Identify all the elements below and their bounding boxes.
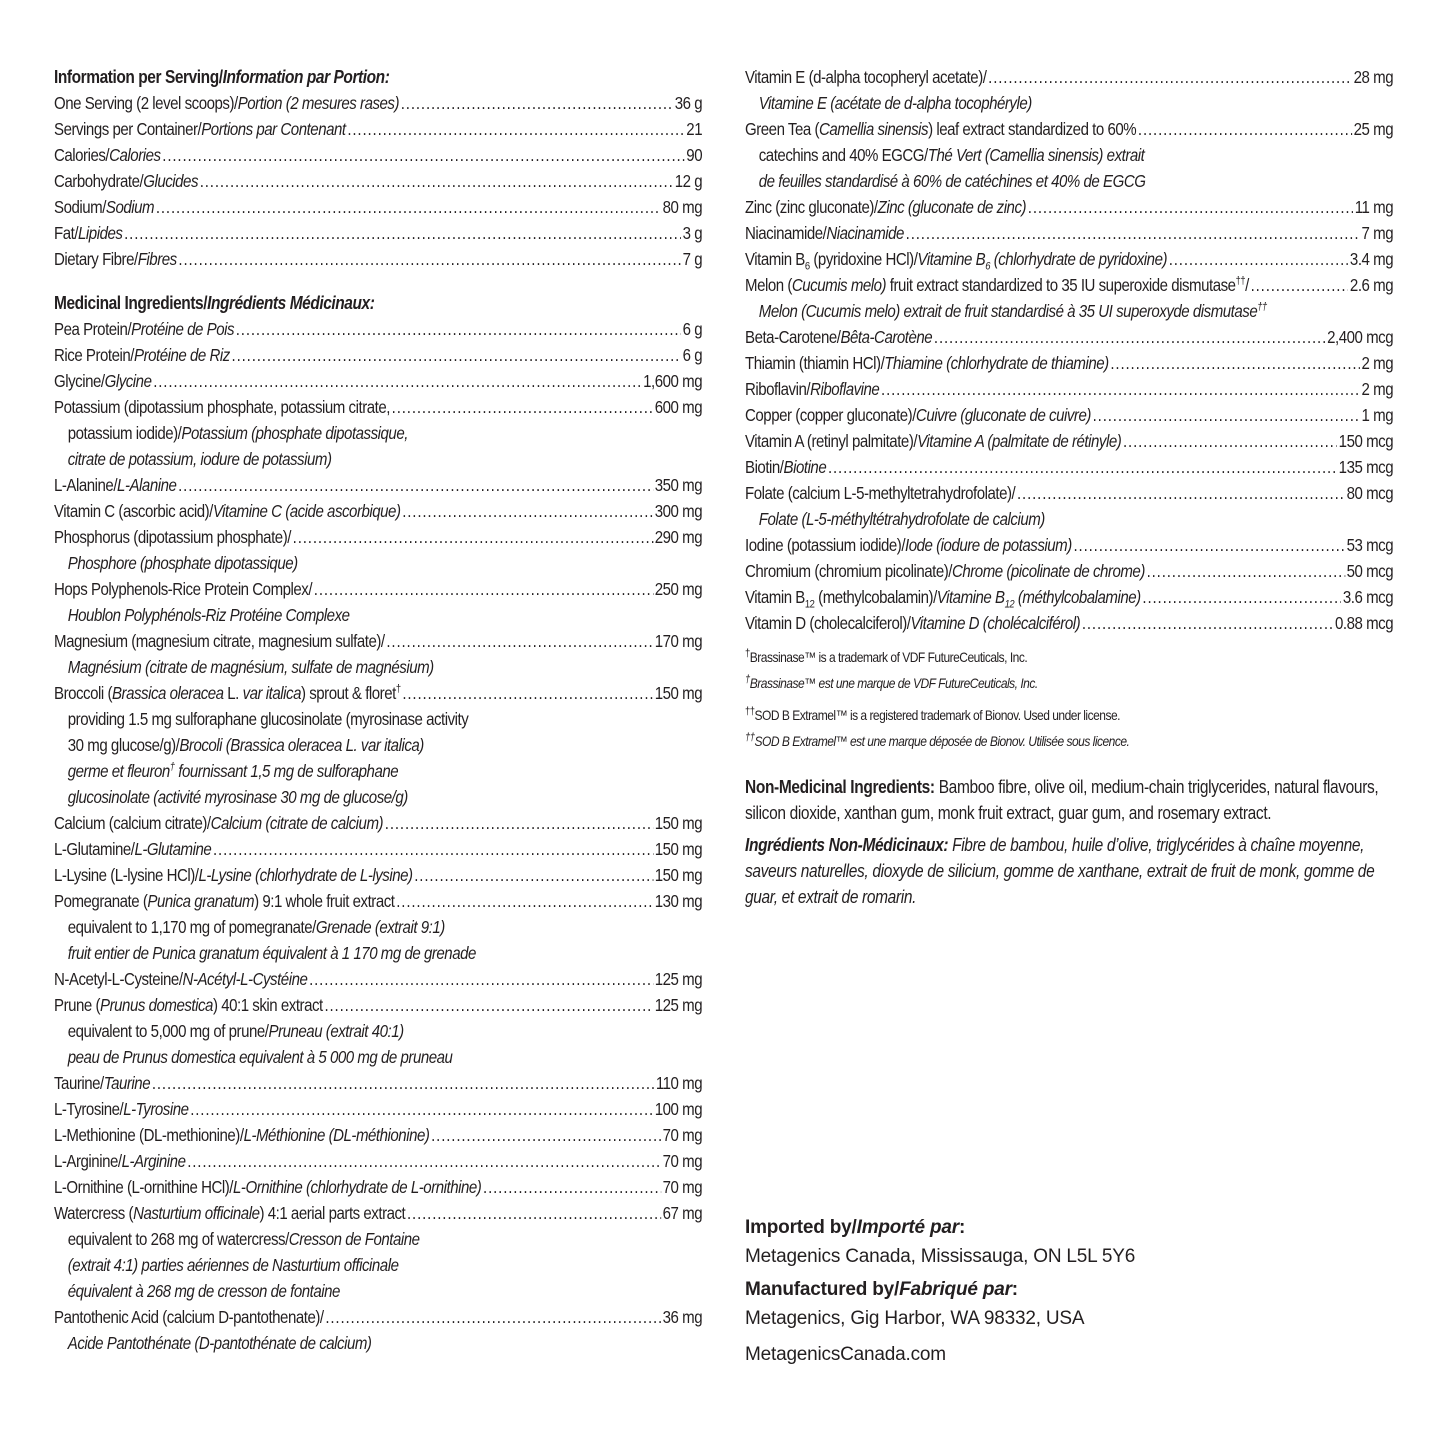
ingredient-row	[54, 90, 702, 116]
ingredient-continuation: glucosinolate (activité myrosinase 30 mg de glucose/g)	[67, 787, 408, 807]
ingredient-row	[54, 524, 702, 550]
ingredient-amount: 1,600 mg	[643, 371, 703, 391]
ingredient-amount: 250 mg	[654, 579, 703, 599]
ingredient-name: Calories/Calories	[54, 145, 161, 165]
dot-leader	[232, 342, 681, 368]
ingredient-amount: 150 mg	[654, 865, 703, 885]
medicinal-ingredients-list-left	[54, 316, 702, 1356]
ingredient-continuation: equivalent to 1,170 mg of pomegranate/Grenade (extrait 9:1)	[67, 917, 445, 937]
ingredient-name: Watercress (Nasturtium officinale) 4:1 aerial parts extract	[54, 1203, 406, 1223]
ingredient-row	[54, 888, 702, 914]
non-medicinal-en-text: Bamboo fibre, olive oil, medium-chain triglycerides, natural flavours, silicon dioxide, xanthan gum, monk fruit extract, guar gum, and rosemary extract.	[745, 777, 1379, 823]
dot-leader	[1147, 558, 1345, 584]
ingredient-continuation: Folate (L-5-méthyltétrahydrofolate de calcium)	[758, 509, 1045, 529]
ingredient-row	[745, 376, 1393, 402]
ingredient-amount: 125 mg	[654, 995, 703, 1015]
dot-leader	[828, 454, 1337, 480]
ingredient-row	[54, 194, 702, 220]
ingredient-amount: 80 mcg	[1346, 483, 1394, 503]
ingredient-amount: 36 mg	[662, 1307, 703, 1327]
dot-leader	[385, 810, 653, 836]
ingredient-amount: 1 mg	[1361, 405, 1394, 425]
ingredient-name: L-Tyrosine/L-Tyrosine	[54, 1099, 189, 1119]
ingredient-name: Pomegranate (Punica granatum) 9:1 whole fruit extract	[54, 891, 395, 911]
ingredient-amount: 300 mg	[654, 501, 703, 521]
ingredient-row	[54, 1096, 702, 1122]
ingredient-name: Calcium (calcium citrate)/Calcium (citrate de calcium)	[54, 813, 384, 833]
dot-leader	[401, 90, 673, 116]
ingredient-row	[54, 862, 702, 888]
ingredient-continuation: equivalent to 268 mg of watercress/Cresson de Fontaine	[67, 1229, 420, 1249]
ingredient-name: L-Ornithine (L-ornithine HCl)/L-Ornithine (chlorhydrate de L-ornithine)	[54, 1177, 482, 1197]
ingredient-amount: 2.6 mg	[1349, 275, 1394, 295]
ingredient-continuation: de feuilles standardisé à 60% de catéchines et 40% de EGCG	[758, 171, 1146, 191]
ingredient-name: Pea Protein/Protéine de Pois	[54, 319, 235, 339]
ingredient-row	[745, 246, 1393, 272]
dot-leader	[187, 1148, 661, 1174]
dot-leader	[392, 394, 653, 420]
dot-leader	[124, 220, 681, 246]
dot-leader	[402, 498, 653, 524]
ingredient-name: L-Methionine (DL-methionine)/L-Méthionine (DL-méthionine)	[54, 1125, 430, 1145]
ingredient-row	[745, 480, 1393, 506]
ingredient-amount: 70 mg	[662, 1177, 703, 1197]
ingredient-amount: 125 mg	[654, 969, 703, 989]
ingredient-name: Rice Protein/Protéine de Riz	[54, 345, 230, 365]
ingredient-amount: 3 g	[682, 223, 703, 243]
ingredient-row	[745, 194, 1393, 220]
ingredient-name: Copper (copper gluconate)/Cuivre (gluconate de cuivre)	[745, 405, 1091, 425]
manufactured-by-heading: Manufactured by/Fabriqué par:	[745, 1279, 1018, 1300]
ingredient-continuation: Phosphore (phosphate dipotassique)	[67, 553, 298, 573]
ingredient-name: L-Glutamine/L-Glutamine	[54, 839, 212, 859]
ingredient-amount: 150 mg	[654, 813, 703, 833]
ingredient-row	[54, 472, 702, 498]
ingredient-continuation: germe et fleuron† fournissant 1,5 mg de sulforaphane	[67, 761, 399, 781]
ingredient-row	[54, 1148, 702, 1174]
dot-leader	[402, 680, 653, 706]
ingredient-amount: 6 g	[682, 319, 703, 339]
ingredient-name: Vitamin D (cholecalciferol)/Vitamine D (cholécalciférol)	[745, 613, 1081, 633]
ingredient-continuation: potassium iodide)/Potassium (phosphate dipotassique,	[67, 423, 408, 443]
ingredient-name: Vitamin A (retinyl palmitate)/Vitamine A (palmitate de rétinyle)	[745, 431, 1122, 451]
imported-by-heading: Imported by/Importé par:	[745, 1217, 966, 1238]
dot-leader	[1169, 246, 1348, 272]
ingredient-continuation: Melon (Cucumis melo) extrait de fruit standardisé à 35 UI superoxyde dismutase††	[758, 301, 1267, 321]
ingredient-row	[54, 1200, 702, 1226]
ingredient-name: Beta-Carotene/Bêta-Carotène	[745, 327, 933, 347]
section-spacer	[54, 272, 702, 290]
ingredient-amount: 6 g	[682, 345, 703, 365]
dot-leader	[396, 888, 653, 914]
non-medicinal-ingredients	[745, 774, 1393, 910]
ingredient-amount: 170 mg	[654, 631, 703, 651]
ingredient-name: Vitamin $B_{12}$ (methylcobalamin)/Vitamine $B_{12}$ (méthylcobalamine)	[745, 587, 1141, 611]
ingredient-amount: 130 mg	[654, 891, 703, 911]
manufacturer-address: Metagenics, Gig Harbor, WA 98332, USA	[745, 1308, 1085, 1329]
ingredient-row	[745, 584, 1393, 610]
ingredient-name: Sodium/Sodium	[54, 197, 155, 217]
ingredient-row	[54, 142, 702, 168]
dot-leader	[1251, 272, 1349, 298]
ingredient-row	[745, 558, 1393, 584]
website-link[interactable]: MetagenicsCanada.com	[745, 1344, 946, 1365]
ingredient-amount: 110 mg	[655, 1073, 703, 1093]
footnote: †Brassinase™ est une marque de VDF FutureCeuticals, Inc.	[745, 673, 1038, 691]
ingredient-amount: 25 mg	[1353, 119, 1394, 139]
ingredient-amount: 600 mg	[654, 397, 703, 417]
ingredient-amount: 67 mg	[662, 1203, 703, 1223]
non-medicinal-fr-text: Fibre de bambou, huile d’olive, triglycérides à chaîne moyenne, saveurs naturelles, dioxyde de silicium, gomme de xanthane, extrait de fruit de monk, gomme de guar, et extrait de romarin.	[745, 835, 1375, 907]
ingredient-row	[54, 680, 702, 706]
dot-leader	[934, 324, 1325, 350]
left-column	[54, 64, 702, 1356]
ingredient-name: Phosphorus (dipotassium phosphate)/	[54, 527, 291, 547]
ingredient-row	[745, 428, 1393, 454]
ingredient-name: Vitamin $B_6$ (pyridoxine HCl)/Vitamine $B_6$ (chlorhydrate de pyridoxine)	[745, 249, 1168, 273]
ingredient-amount: 290 mg	[654, 527, 703, 547]
ingredient-continuation: citrate de potassium, iodure de potassium)	[67, 449, 332, 469]
ingredient-continuation: 30 mg glucose/g)/Brocoli (Brassica oleracea L. var italica)	[67, 735, 424, 755]
ingredient-amount: 80 mg	[662, 197, 703, 217]
ingredient-name: Broccoli (Brassica oleracea L. var italica) sprout & floret†	[54, 683, 401, 703]
ingredient-name: Melon (Cucumis melo) fruit extract standardized to 35 IU superoxide dismutase††/	[745, 275, 1249, 295]
dot-leader	[1017, 480, 1345, 506]
ingredient-row	[745, 220, 1393, 246]
ingredient-row	[745, 350, 1393, 376]
dot-leader	[236, 316, 681, 342]
dot-leader	[325, 1304, 661, 1330]
dot-leader	[178, 472, 653, 498]
ingredient-name: L-Arginine/L-Arginine	[54, 1151, 186, 1171]
ingredient-continuation: Acide Pantothénate (D-pantothénate de calcium)	[67, 1333, 372, 1353]
dot-leader	[162, 142, 684, 168]
ingredient-row	[745, 454, 1393, 480]
ingredient-name: Vitamin E (d-alpha tocopheryl acetate)/	[745, 67, 987, 87]
dot-leader	[1123, 428, 1337, 454]
ingredient-amount: 70 mg	[662, 1125, 703, 1145]
dot-leader	[314, 576, 653, 602]
company-info	[745, 1214, 1345, 1370]
ingredient-name: Biotin/Biotine	[745, 457, 827, 477]
ingredient-row	[54, 1122, 702, 1148]
ingredient-amount: 90	[686, 145, 703, 165]
dot-leader	[324, 992, 653, 1018]
medicinal-ingredients-list-right	[745, 64, 1393, 636]
ingredient-row	[54, 220, 702, 246]
dot-leader	[1028, 194, 1353, 220]
ingredient-name: L-Alanine/L-Alanine	[54, 475, 177, 495]
ingredient-amount: 7 g	[682, 249, 703, 269]
trademark-footnotes	[745, 644, 1393, 754]
ingredient-continuation: providing 1.5 mg sulforaphane glucosinolate (myrosinase activity	[67, 709, 469, 729]
right-column	[745, 64, 1393, 916]
ingredient-row	[745, 402, 1393, 428]
ingredient-amount: 11 mg	[1354, 197, 1394, 217]
ingredient-continuation: fruit entier de Punica granatum équivalent à 1 170 mg de grenade	[67, 943, 476, 963]
ingredient-row	[54, 576, 702, 602]
dot-leader	[881, 376, 1360, 402]
ingredient-name: Potassium (dipotassium phosphate, potassium citrate,	[54, 397, 390, 417]
dot-leader	[309, 966, 653, 992]
ingredient-row	[54, 498, 702, 524]
ingredient-name: Green Tea (Camellia sinensis) leaf extract standardized to 60%	[745, 119, 1137, 139]
ingredient-name: Riboflavin/Riboflavine	[745, 379, 880, 399]
ingredient-row	[54, 810, 702, 836]
dot-leader	[293, 524, 653, 550]
ingredient-row	[745, 272, 1393, 298]
dot-leader	[1073, 532, 1344, 558]
ingredient-row	[54, 316, 702, 342]
ingredient-name: N-Acetyl-L-Cysteine/N-Acétyl-L-Cystéine	[54, 969, 308, 989]
ingredient-name: Dietary Fibre/Fibres	[54, 249, 177, 269]
ingredient-name: Fat/Lipides	[54, 223, 123, 243]
ingredient-name: Prune (Prunus domestica) 40:1 skin extract	[54, 995, 323, 1015]
footnote: ††SOD B Extramel™ est une marque déposée de Bionov. Utilisée sous licence.	[745, 731, 1130, 749]
ingredient-continuation: équivalent à 268 mg de cresson de fontaine	[67, 1281, 340, 1301]
ingredient-amount: 350 mg	[654, 475, 703, 495]
non-medicinal-fr	[745, 832, 1393, 910]
ingredient-name: L-Lysine (L-lysine HCl)/L-Lysine (chlorhydrate de L-lysine)	[54, 865, 413, 885]
dot-leader	[153, 368, 641, 394]
ingredient-amount: 100 mg	[654, 1099, 703, 1119]
ingredient-name: Hops Polyphenols-Rice Protein Complex/	[54, 579, 313, 599]
ingredient-amount: 2,400 mcg	[1327, 327, 1394, 347]
ingredient-row	[54, 368, 702, 394]
dot-leader	[407, 1200, 661, 1226]
dot-leader	[431, 1122, 661, 1148]
ingredient-continuation: Vitamine E (acétate de d-alpha tocophéryle)	[758, 93, 1032, 113]
serving-info-heading: Information per Serving/Information par Portion:	[54, 67, 390, 87]
ingredient-name: One Serving (2 level scoops)/Portion (2 mesures rases)	[54, 93, 400, 113]
ingredient-amount: 135 mcg	[1338, 457, 1394, 477]
ingredient-row	[54, 246, 702, 272]
serving-info-list	[54, 90, 702, 272]
ingredient-row	[745, 116, 1393, 142]
ingredient-amount: 21	[686, 119, 703, 139]
ingredient-name: Pantothenic Acid (calcium D-pantothenate)/	[54, 1307, 324, 1327]
ingredient-row	[54, 628, 702, 654]
ingredient-row	[54, 966, 702, 992]
ingredient-name: Folate (calcium L-5-methyltetrahydrofolate)/	[745, 483, 1016, 503]
ingredient-name: Vitamin C (ascorbic acid)/Vitamine C (acide ascorbique)	[54, 501, 401, 521]
dot-leader	[1093, 402, 1360, 428]
ingredient-continuation: Houblon Polyphénols-Riz Protéine Complexe	[67, 605, 350, 625]
ingredient-name: Servings per Container/Portions par Contenant	[54, 119, 346, 139]
ingredient-name: Chromium (chromium picolinate)/Chrome (picolinate de chrome)	[745, 561, 1145, 581]
ingredient-row	[745, 64, 1393, 90]
dot-leader	[347, 116, 684, 142]
ingredient-name: Glycine/Glycine	[54, 371, 152, 391]
ingredient-name: Thiamin (thiamin HCl)/Thiamine (chlorhydrate de thiamine)	[745, 353, 1109, 373]
ingredient-row	[54, 394, 702, 420]
ingredient-name: Magnesium (magnesium citrate, magnesium sulfate)/	[54, 631, 385, 651]
ingredient-amount: 70 mg	[662, 1151, 703, 1171]
ingredient-row	[54, 342, 702, 368]
non-medicinal-fr-label: Ingrédients Non-Médicinaux:	[745, 835, 949, 855]
ingredient-continuation: equivalent to 5,000 mg of prune/Pruneau (extrait 40:1)	[67, 1021, 404, 1041]
ingredient-row	[54, 168, 702, 194]
ingredient-name: Zinc (zinc gluconate)/Zinc (gluconate de zinc)	[745, 197, 1027, 217]
ingredient-row	[54, 1174, 702, 1200]
ingredient-name: Niacinamide/Niacinamide	[745, 223, 904, 243]
ingredient-row	[54, 836, 702, 862]
ingredient-amount: 3.6 mcg	[1342, 587, 1394, 607]
dot-leader	[988, 64, 1352, 90]
dot-leader	[1082, 610, 1333, 636]
ingredient-row	[54, 992, 702, 1018]
dot-leader	[483, 1174, 661, 1200]
ingredient-amount: 150 mg	[654, 839, 703, 859]
ingredient-amount: 36 g	[674, 93, 703, 113]
ingredient-continuation: (extrait 4:1) parties aériennes de Nasturtium officinale	[67, 1255, 399, 1275]
dot-leader	[213, 836, 653, 862]
ingredient-amount: 53 mcg	[1346, 535, 1394, 555]
dot-leader	[152, 1070, 654, 1096]
dot-leader	[156, 194, 661, 220]
ingredient-amount: 3.4 mg	[1349, 249, 1394, 269]
dot-leader	[200, 168, 673, 194]
ingredient-amount: 28 mg	[1353, 67, 1394, 87]
dot-leader	[414, 862, 653, 888]
ingredient-amount: 0.88 mcg	[1334, 613, 1394, 633]
ingredient-continuation: catechins and 40% EGCG/Thé Vert (Camellia sinensis) extrait	[758, 145, 1145, 165]
dot-leader	[190, 1096, 653, 1122]
ingredient-name: Carbohydrate/Glucides	[54, 171, 198, 191]
dot-leader	[1110, 350, 1359, 376]
ingredient-continuation: peau de Prunus domestica equivalent à 5 000 mg de pruneau	[67, 1047, 453, 1067]
ingredient-amount: 150 mg	[654, 683, 703, 703]
ingredient-name: Iodine (potassium iodide)/Iode (iodure de potassium)	[745, 535, 1072, 555]
ingredient-amount: 150 mcg	[1338, 431, 1394, 451]
dot-leader	[906, 220, 1360, 246]
non-medicinal-en-label: Non-Medicinal Ingredients:	[745, 777, 935, 797]
dot-leader	[1138, 116, 1352, 142]
dot-leader	[1142, 584, 1341, 610]
ingredient-row	[54, 1070, 702, 1096]
ingredient-row	[745, 324, 1393, 350]
ingredient-amount: 12 g	[674, 171, 703, 191]
medicinal-ingredients-heading: Medicinal Ingredients/Ingrédients Médicinaux:	[54, 293, 375, 313]
dot-leader	[178, 246, 680, 272]
ingredient-continuation: Magnésium (citrate de magnésium, sulfate de magnésium)	[67, 657, 434, 677]
ingredient-amount: 2 mg	[1361, 379, 1394, 399]
dot-leader	[386, 628, 653, 654]
footnote: †Brassinase™ is a trademark of VDF FutureCeuticals, Inc.	[745, 647, 1028, 665]
ingredient-row	[745, 532, 1393, 558]
ingredient-row	[54, 116, 702, 142]
ingredient-amount: 7 mg	[1361, 223, 1394, 243]
non-medicinal-en	[745, 774, 1393, 826]
ingredient-amount: 50 mcg	[1346, 561, 1394, 581]
ingredient-row	[745, 610, 1393, 636]
ingredient-name: Taurine/Taurine	[54, 1073, 151, 1093]
ingredient-row	[54, 1304, 702, 1330]
ingredient-amount: 2 mg	[1361, 353, 1394, 373]
importer-address: Metagenics Canada, Mississauga, ON L5L 5Y6	[745, 1246, 1136, 1267]
footnote: ††SOD B Extramel™ is a registered trademark of Bionov. Used under license.	[745, 705, 1120, 723]
